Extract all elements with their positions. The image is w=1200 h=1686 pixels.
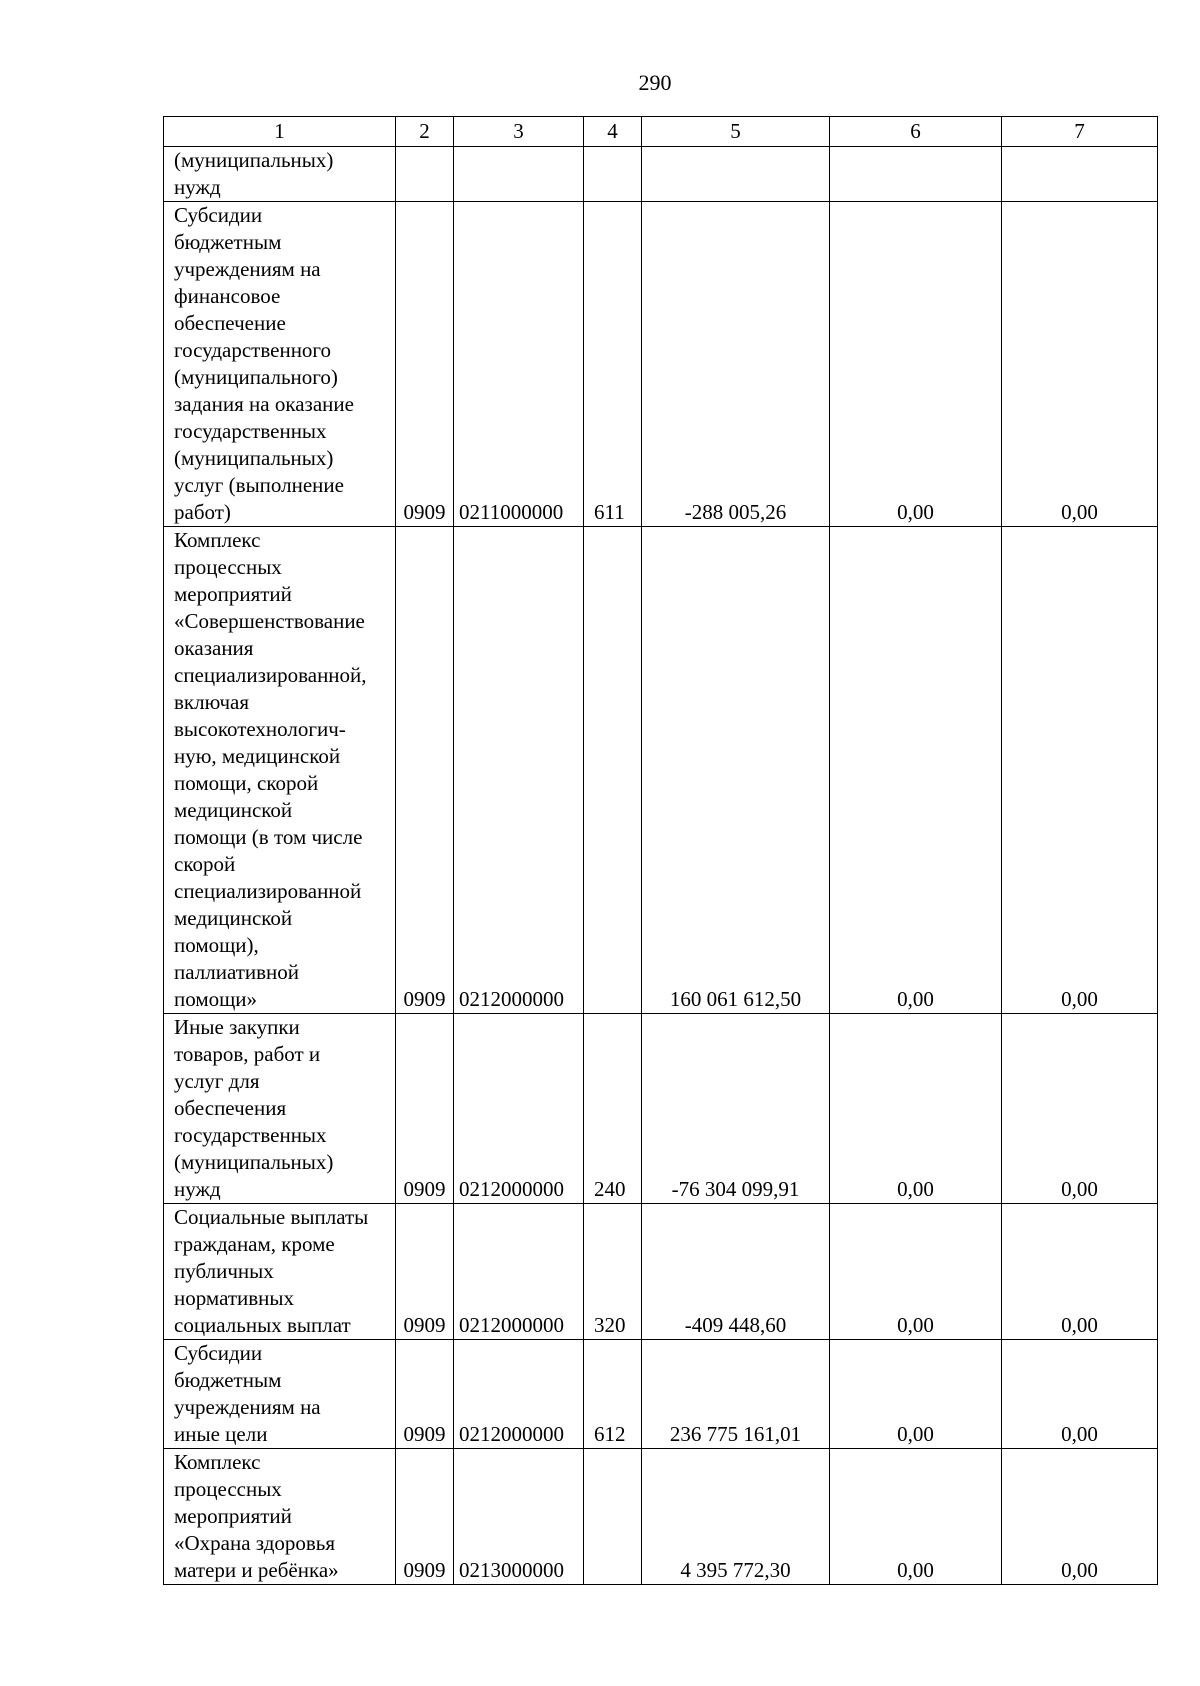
column-header: 2 [396,117,454,147]
section-code-cell: 0909 [396,1204,454,1340]
row-name-line: нужд [174,175,221,199]
row-name-line: включая [174,690,250,714]
target-code-cell: 0213000000 [454,1449,584,1585]
amount-cell-col5: -76 304 099,91 [642,1014,830,1204]
row-name-line: гражданам, кроме [174,1232,335,1256]
amount-cell-col5: -409 448,60 [642,1204,830,1340]
row-name-line: публичных [174,1259,274,1283]
row-name-cell [164,147,396,202]
row-name-line: «Совершенствование [174,609,365,633]
expense-type-cell [584,527,642,1014]
row-name-line: специализированной [174,879,362,903]
amount-cell-col5: 236 775 161,01 [642,1340,830,1449]
row-name-line: мероприятий [174,582,292,606]
section-code-cell [396,147,454,202]
section-code-cell: 0909 [396,202,454,527]
amount-cell-col5: -288 005,26 [642,202,830,527]
target-code-cell: 0211000000 [454,202,584,527]
amount-cell-col6 [830,147,1002,202]
target-code-cell: 0212000000 [454,1014,584,1204]
table-row [164,1340,1158,1449]
row-name-line: иные цели [174,1422,268,1446]
row-name-line: работ) [174,500,231,524]
row-name-line: услуг (выполнение [174,473,344,497]
row-name-line: медицинской [174,906,293,930]
column-header: 7 [1002,117,1158,147]
column-header: 6 [830,117,1002,147]
amount-cell-col7: 0,00 [1002,1449,1158,1585]
row-name-line: Комплекс [174,1450,261,1474]
row-name-line: государственных [174,419,327,443]
target-code-cell [454,147,584,202]
amount-cell-col6: 0,00 [830,1340,1002,1449]
expense-type-cell: 611 [584,202,642,527]
column-header: 4 [584,117,642,147]
row-name-line: медицинской [174,798,293,822]
row-name-line: паллиативной [174,960,300,984]
row-name-cell [164,1340,396,1449]
row-name-line: финансовое [174,284,281,308]
amount-cell-col5 [642,147,830,202]
row-name-line: специализированной, [174,663,367,687]
row-name-line: нормативных [174,1286,295,1310]
row-name-line: «Охрана здоровья [174,1531,336,1555]
row-name-line: нужд [174,1177,221,1201]
column-header: 1 [164,117,396,147]
row-name-line: бюджетным [174,1368,282,1392]
table-row [164,1204,1158,1340]
amount-cell-col7 [1002,147,1158,202]
row-name-line: обеспечения [174,1096,287,1120]
row-name-line: государственного [174,338,332,362]
amount-cell-col6: 0,00 [830,527,1002,1014]
section-code-cell: 0909 [396,1340,454,1449]
amount-cell-col6: 0,00 [830,1204,1002,1340]
table-row [164,1449,1158,1585]
row-name-cell [164,527,396,1014]
target-code-cell: 0212000000 [454,1340,584,1449]
amount-cell-col7: 0,00 [1002,1014,1158,1204]
table-row [164,1014,1158,1204]
row-name-line: высокотехнологич- [174,717,346,741]
budget-table [163,116,1158,1585]
amount-cell-col6: 0,00 [830,1014,1002,1204]
row-name-line: помощи» [174,987,258,1011]
row-name-line: мероприятий [174,1504,292,1528]
row-name-line: помощи), [174,933,259,957]
row-name-line: Субсидии [174,203,263,227]
row-name-line: процессных [174,555,282,579]
row-name-line: Субсидии [174,1341,263,1365]
column-header: 5 [642,117,830,147]
row-name-line: услуг для [174,1069,260,1093]
amount-cell-col7: 0,00 [1002,527,1158,1014]
amount-cell-col5: 4 395 772,30 [642,1449,830,1585]
row-name-line: задания на оказание [174,392,354,416]
expense-type-cell: 240 [584,1014,642,1204]
expense-type-cell [584,147,642,202]
row-name-cell [164,1014,396,1204]
table-row [164,527,1158,1014]
row-name-line: (муниципальных) [174,1150,334,1174]
row-name-line: матери и ребёнка» [174,1558,339,1582]
expense-type-cell: 320 [584,1204,642,1340]
row-name-line: оказания [174,636,254,660]
section-code-cell: 0909 [396,527,454,1014]
row-name-line: помощи (в том числе [174,825,363,849]
row-name-line: Социальные выплаты [174,1205,369,1229]
column-header: 3 [454,117,584,147]
target-code-cell: 0212000000 [454,1204,584,1340]
row-name-line: товаров, работ и [174,1042,321,1066]
row-name-line: Иные закупки [174,1015,300,1039]
header-row [164,117,1158,147]
row-name-line: (муниципальных) [174,148,334,172]
amount-cell-col5: 160 061 612,50 [642,527,830,1014]
row-name-line: бюджетным [174,230,282,254]
row-name-line: скорой [174,852,236,876]
row-name-line: (муниципального) [174,365,338,389]
page-number: 290 [638,70,672,95]
table-row [164,147,1158,202]
row-name-cell [164,202,396,527]
row-name-line: ную, медицинской [174,744,341,768]
amount-cell-col7: 0,00 [1002,202,1158,527]
row-name-line: помощи, скорой [174,771,319,795]
amount-cell-col7: 0,00 [1002,1204,1158,1340]
table-row [164,202,1158,527]
row-name-cell [164,1449,396,1585]
expense-type-cell: 612 [584,1340,642,1449]
row-name-line: (муниципальных) [174,446,334,470]
amount-cell-col6: 0,00 [830,1449,1002,1585]
row-name-line: учреждениям на [174,257,321,281]
row-name-line: государственных [174,1123,327,1147]
amount-cell-col7: 0,00 [1002,1340,1158,1449]
row-name-line: социальных выплат [174,1313,351,1337]
amount-cell-col6: 0,00 [830,202,1002,527]
row-name-cell [164,1204,396,1340]
row-name-line: обеспечение [174,311,286,335]
target-code-cell: 0212000000 [454,527,584,1014]
expense-type-cell [584,1449,642,1585]
section-code-cell: 0909 [396,1014,454,1204]
section-code-cell: 0909 [396,1449,454,1585]
row-name-line: процессных [174,1477,282,1501]
row-name-line: Комплекс [174,528,261,552]
row-name-line: учреждениям на [174,1395,321,1419]
